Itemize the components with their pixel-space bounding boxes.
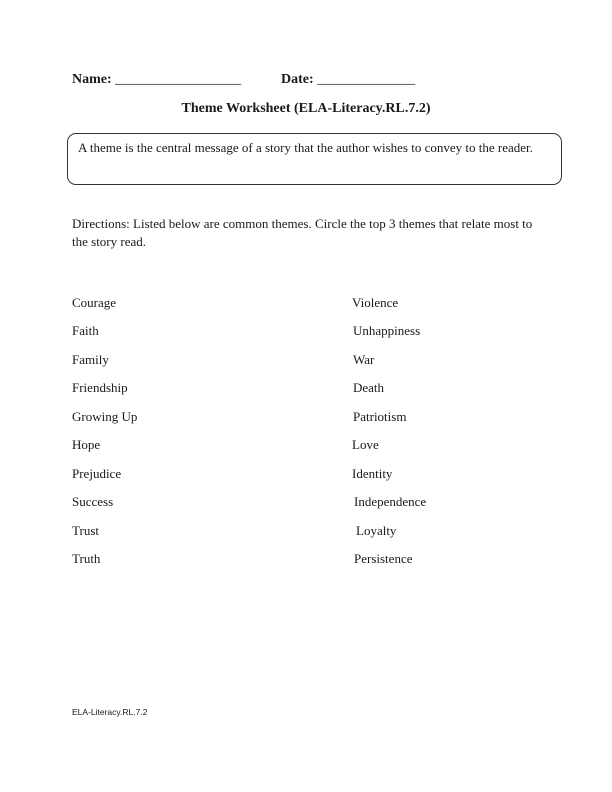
theme-item-war: War <box>353 352 375 367</box>
name-blank[interactable]: __________________ <box>115 72 242 87</box>
theme-item-prejudice: Prejudice <box>72 466 122 481</box>
date-label: Date: <box>281 72 314 87</box>
name-field[interactable] <box>72 72 241 88</box>
name-label: Name: <box>72 72 112 87</box>
theme-item-growing-up: Growing Up <box>72 409 138 424</box>
theme-item-patriotism: Patriotism <box>353 409 407 424</box>
page-title: Theme Worksheet (ELA-Literacy.RL.7.2) <box>181 101 431 116</box>
theme-item-independence: Independence <box>354 494 427 509</box>
date-blank[interactable]: ______________ <box>317 72 416 87</box>
theme-item-loyalty: Loyalty <box>356 523 397 538</box>
theme-item-identity: Identity <box>352 466 393 481</box>
definition-text: A theme is the central message of a story that the author wishes to convey to the reader. <box>78 140 533 155</box>
theme-item-family: Family <box>72 352 109 367</box>
theme-item-violence: Violence <box>352 295 399 310</box>
theme-item-unhappiness: Unhappiness <box>353 323 421 338</box>
directions-text: Directions: Listed below are common themes. Circle the top 3 themes that relate most to the story read. <box>72 216 533 249</box>
footer-standard: ELA-Literacy.RL.7.2 <box>72 707 148 717</box>
theme-item-faith: Faith <box>72 323 99 338</box>
theme-item-truth: Truth <box>72 551 101 566</box>
theme-item-hope: Hope <box>72 437 101 452</box>
date-field[interactable] <box>281 72 415 88</box>
theme-item-trust: Trust <box>72 523 99 538</box>
theme-item-friendship: Friendship <box>72 380 128 395</box>
theme-item-death: Death <box>353 380 385 395</box>
theme-item-courage: Courage <box>72 295 117 310</box>
theme-item-persistence: Persistence <box>354 551 413 566</box>
theme-item-success: Success <box>72 494 114 509</box>
theme-item-love: Love <box>352 437 379 452</box>
